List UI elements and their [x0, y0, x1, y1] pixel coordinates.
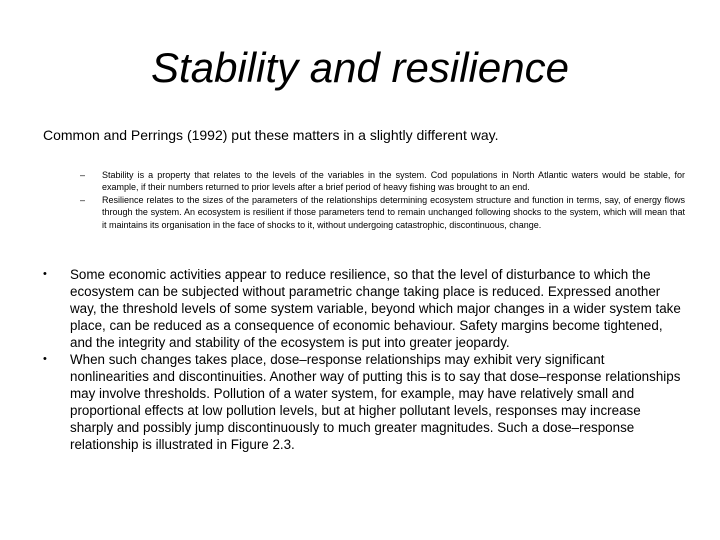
main-point-text: Some economic activities appear to reduce resilience, so that the level of disturbance to which the ecosystem can be subjected without parametric change taking place is reduced. Expressed another way, the threshold levels of some system variable, beyond which major changes in a wider system take place, can be reduced as a consequence of economic behaviour. Safety margins become tightened, and the integrity and stability of the ecosystem is put into greater jeopardy.: [70, 267, 681, 350]
sub-point-resilience: [80, 194, 685, 231]
bullet-marker: •: [43, 268, 47, 280]
bullet-marker: •: [43, 353, 47, 365]
sub-point-list: [80, 169, 685, 231]
main-point-text: When such changes takes place, dose–response relationships may exhibit very significant nonlinearities and discontinuities. Another way of putting this is to say that dose–response relationships may involve thresholds. Pollution of a water system, for example, may have relatively small and proportional effects at low pollution levels, but at higher pollutant levels, responses may increase sharply and possibly jump discontinuously to much greater magnitudes. Such a dose–response relationship is illustrated in Figure 2.3.: [70, 352, 681, 452]
main-point-dose-response: [43, 351, 683, 453]
main-point-economic-activities: [43, 266, 683, 351]
main-point-list: [43, 266, 683, 453]
sub-point-text: Stability is a property that relates to the levels of the variables in the system. Cod populations in North Atlantic waters would be stable, for example, if their numbers returned to prior levels after a brief period of heavy fishing was brought to an end.: [102, 170, 685, 193]
slide-title: Stability and resilience: [151, 44, 569, 91]
dash-marker: –: [80, 170, 86, 180]
sub-point-text: Resilience relates to the sizes of the parameters of the relationships determining ecosystem structure and function in terms, say, of energy flows through the system. An ecosystem is resilient if those parameters tend to remain unchanged following shocks to the system, which will mean that it maintains its organisation in the face of shocks to it, without undergoing catastrophic, discontinuous, change.: [102, 194, 685, 230]
intro-text: Common and Perrings (1992) put these matters in a slightly different way.: [43, 127, 499, 143]
dash-marker: –: [80, 194, 86, 205]
sub-point-stability: [80, 169, 685, 194]
